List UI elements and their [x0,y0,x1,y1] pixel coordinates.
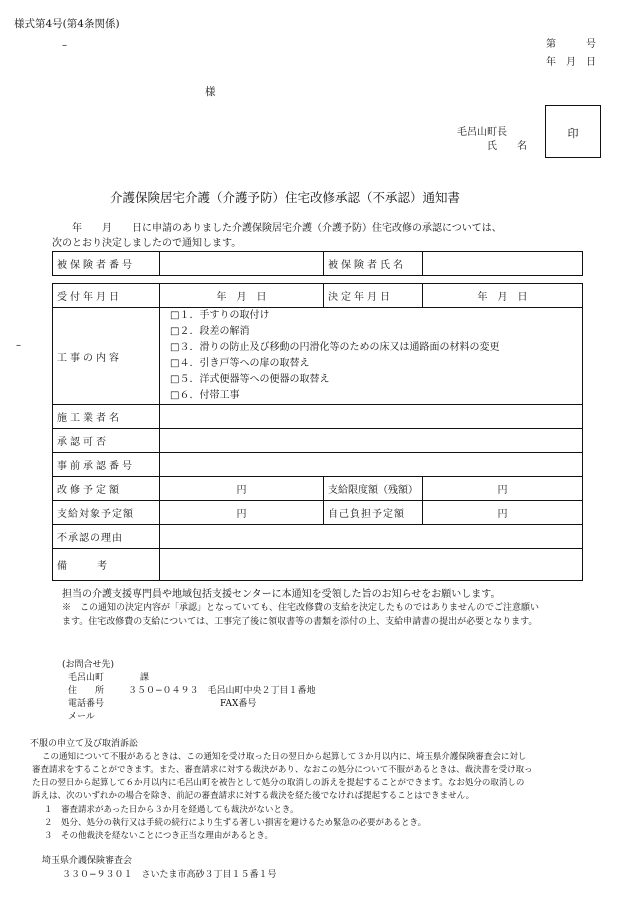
dash-mark: – [62,40,67,51]
insured-name-field[interactable] [423,252,583,276]
decision-date-field[interactable]: 年 月 日 [423,284,583,308]
review-council-name: 埼玉県介護保険審査会 [42,856,133,866]
appeal-line-3: た日の翌日から起算して６か月以内に毛呂山町を被告として処分の取消しの訴えを提起することができます。なお処分の取消しの [32,778,525,788]
prior-approval-number-field[interactable] [160,453,583,477]
work-table [52,283,583,581]
document-number: 第 号 [546,39,596,50]
work-option-5[interactable]: □５．洋式便器等への便器の取替え [170,374,330,385]
contact-department: 毛呂山町 課 [68,673,150,683]
work-option-2[interactable]: □２．段差の解消 [170,326,250,337]
insured-number-label: 被保険者番号 [53,252,160,276]
contact-heading: (お問合せ先) [62,660,115,670]
approval-field[interactable] [160,429,583,453]
work-content-label: 工事の内容 [53,308,160,405]
appeal-item-3: ３ その他裁決を経ないことにつき正当な理由があるとき。 [44,831,273,841]
self-pay-label: 自己負担予定額 [324,501,423,525]
limit-field[interactable]: 円 [423,477,583,501]
self-pay-field[interactable]: 円 [423,501,583,525]
contact-fax-label: FAX番号 [220,699,257,709]
payment-amount-label: 支給対象予定額 [53,501,160,525]
mayor-title: 毛呂山町長 [457,127,507,138]
addressee-suffix: 様 [205,86,216,98]
remarks-label: 備 考 [53,549,160,581]
prior-approval-number-label: 事前承認番号 [53,453,160,477]
work-option-3[interactable]: □３．滑りの防止及び移動の円滑化等のための床又は通路面の材料の変更 [170,342,500,353]
received-date-field[interactable]: 年 月 日 [160,284,324,308]
work-content-options [160,308,583,405]
appeal-line-1: この通知について不服があるときは、この通知を受け取った日の翌日から起算して３か月以内に、埼玉県介護保険審査会に対し [42,752,527,762]
form-number: 様式第4号(第4条関係) [14,18,120,30]
work-option-6[interactable]: □６．付帯工事 [170,390,240,401]
caution-line-1: ※ この通知の決定内容が「承認」となっていても、住宅改修費の支給を決定したものではありませんのでご注意願い [62,603,540,613]
planned-amount-label: 改修予定額 [53,477,160,501]
appeal-item-1: １ 審査請求があった日から３か月を経過しても裁決がないとき。 [44,805,299,815]
work-option-1[interactable]: □１．手すりの取付け [170,310,270,321]
seal-label: 印 [567,127,579,140]
appeal-heading: 不服の申立て及び取消訴訟 [30,739,139,749]
caution-line-2: ます。住宅改修費の支給については、工事完了後に領収書等の書類を添付の上、支給申請書の提出が必要となります。 [62,617,538,627]
contact-mail-label: メール [68,712,95,722]
payment-amount-field[interactable]: 円 [160,501,324,525]
contact-address-label: 住 所 [68,686,105,696]
contractor-label: 施工業者名 [53,405,160,429]
received-date-label: 受付年月日 [53,284,160,308]
contact-tel-label: 電話番号 [68,699,105,709]
rejection-reason-field[interactable] [160,525,583,549]
side-dash-mark: – [16,340,21,351]
limit-label: 支給限度額（残額） [324,477,423,501]
remarks-field[interactable] [160,549,583,581]
approval-label: 承認可否 [53,429,160,453]
issue-date: 年 月 日 [546,57,596,68]
notice-line: 担当の介護支援専門員や地域包括支援センターに本通知を受領した旨のお知らせをお願いします。 [62,589,501,600]
intro-line-2: 次のとおり決定しましたので通知します。 [52,238,242,249]
intro-line-1: 年 月 日に申請のありました介護保険居宅介護（介護予防）住宅改修の承認については、 [52,223,502,234]
mayor-name-label: 氏 名 [487,141,527,152]
review-council-address: ３３０−９３０１ さいたま市高砂３丁目１５番１号 [62,870,277,880]
appeal-line-2: 審査請求をすることができます。また、審査請求に対する裁決があり、なおこの処分について不服があるときは、裁決書を受け取っ [32,765,533,775]
contact-address-value: ３５０−０４９３ 毛呂山町中央２丁目１番地 [128,686,316,696]
insured-name-label: 被保険者氏名 [324,252,423,276]
document-title: 介護保険居宅介護（介護予防）住宅改修承認（不承認）通知書 [110,190,461,205]
insured-table [52,251,583,276]
work-option-4[interactable]: □４．引き戸等への扉の取替え [170,358,310,369]
appeal-item-2: ２ 処分、処分の執行又は手続の続行により生ずる著しい損害を避けるため緊急の必要があるとき。 [44,818,427,828]
appeal-line-4: 訴えは、次のいずれかの場合を除き、前記の審査請求に対する裁決を経た後でなければ提起することはできません。 [32,791,475,801]
decision-date-label: 決定年月日 [324,284,423,308]
insured-number-field[interactable] [160,252,324,276]
contractor-field[interactable] [160,405,583,429]
rejection-reason-label: 不承認の理由 [53,525,160,549]
seal-box [545,105,601,158]
planned-amount-field[interactable]: 円 [160,477,324,501]
